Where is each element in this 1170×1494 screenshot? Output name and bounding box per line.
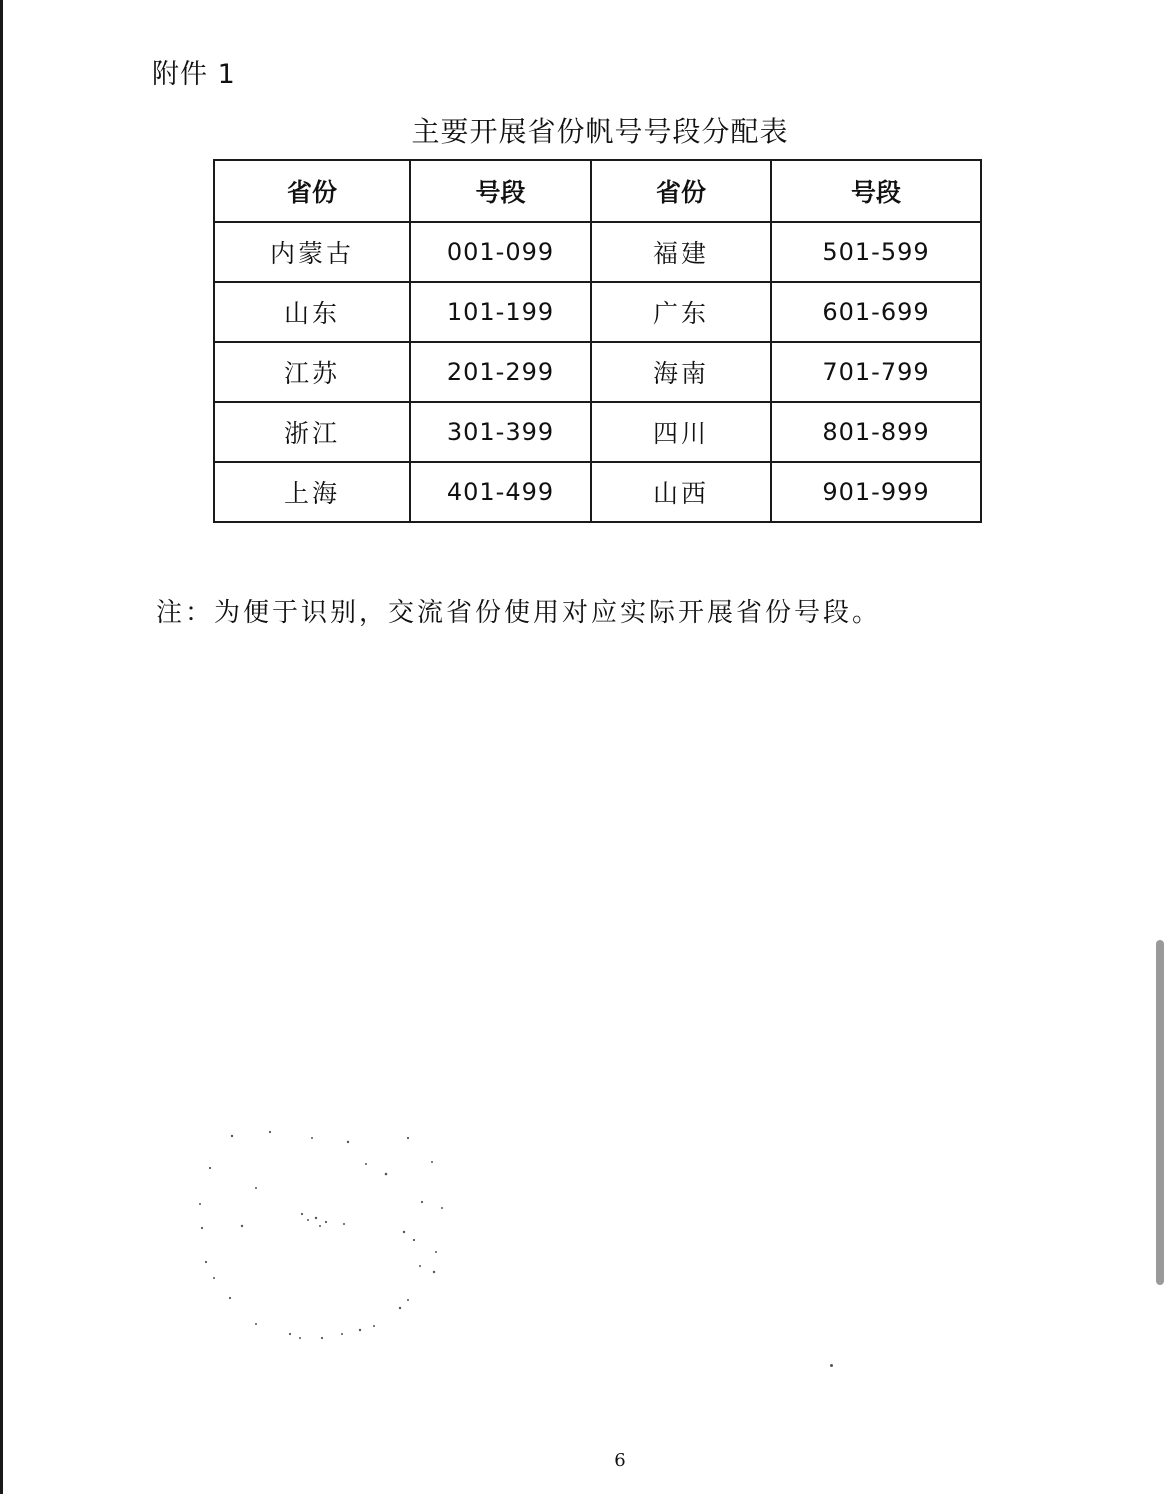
province-cell: 福建 — [591, 222, 771, 282]
vertical-scrollbar[interactable] — [1156, 940, 1164, 1285]
range-cell: 101-199 — [410, 282, 591, 342]
province-cell: 山西 — [591, 462, 771, 522]
attachment-label: 附件 1 — [152, 59, 236, 90]
range-cell: 301-399 — [410, 402, 591, 462]
page-number: 6 — [614, 1450, 626, 1471]
province-cell: 山东 — [214, 282, 410, 342]
province-cell: 内蒙古 — [214, 222, 410, 282]
page-left-edge — [0, 0, 3, 1494]
range-cell: 701-799 — [771, 342, 981, 402]
province-cell: 四川 — [591, 402, 771, 462]
range-cell: 601-699 — [771, 282, 981, 342]
document-title: 主要开展省份帆号号段分配表 — [411, 115, 789, 148]
sail-number-allocation-table — [213, 159, 982, 523]
table-header-row — [214, 160, 981, 222]
scrollbar-thumb[interactable] — [1156, 940, 1164, 1285]
seal-stamp-icon — [196, 1128, 448, 1344]
range-cell: 901-999 — [771, 462, 981, 522]
province-cell: 江苏 — [214, 342, 410, 402]
header-province-1: 省份 — [214, 160, 410, 222]
table-row — [214, 402, 981, 462]
range-cell: 001-099 — [410, 222, 591, 282]
province-cell: 海南 — [591, 342, 771, 402]
table-note: 注：为便于识别，交流省份使用对应实际开展省份号段。 — [156, 598, 882, 628]
range-cell: 801-899 — [771, 402, 981, 462]
province-cell: 浙江 — [214, 402, 410, 462]
header-range-2: 号段 — [771, 160, 981, 222]
table-row — [214, 282, 981, 342]
table-row — [214, 222, 981, 282]
scan-speck — [830, 1364, 833, 1367]
header-province-2: 省份 — [591, 160, 771, 222]
table-row — [214, 342, 981, 402]
table-row — [214, 462, 981, 522]
province-cell: 广东 — [591, 282, 771, 342]
range-cell: 201-299 — [410, 342, 591, 402]
province-cell: 上海 — [214, 462, 410, 522]
range-cell: 501-599 — [771, 222, 981, 282]
range-cell: 401-499 — [410, 462, 591, 522]
header-range-1: 号段 — [410, 160, 591, 222]
